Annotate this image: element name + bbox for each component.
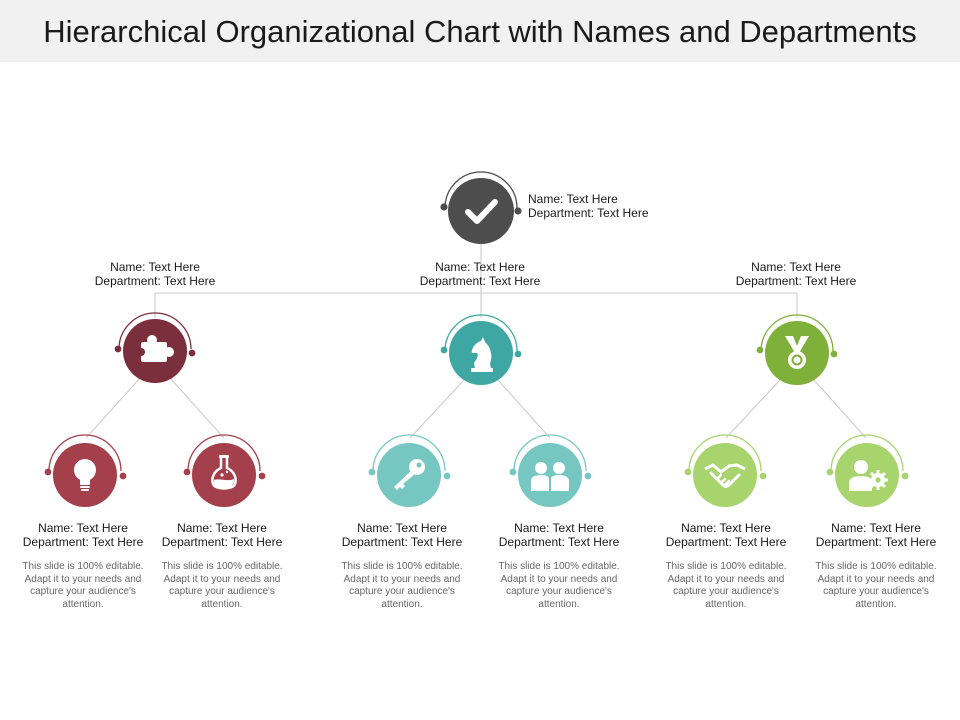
node-name: Name: Text Here [177,521,267,535]
level3-label-1 [13,521,153,549]
node-dept: Department: Text Here [161,535,283,549]
node-dept: Department: Text Here [419,274,541,288]
level3-label-6 [806,521,946,549]
level2-node-1 [115,311,195,391]
level3-node-4 [508,435,592,515]
level3-label-4 [489,521,629,549]
level3-desc-2: This slide is 100% editable. Adapt it to your needs and capture your audience's attention. [161,561,283,610]
node-name: Name: Text Here [38,521,128,535]
level3-label-2 [152,521,292,549]
node-name: Name: Text Here [751,260,841,274]
node-name: Name: Text Here [681,521,771,535]
node-dept: Department: Text Here [22,535,144,549]
top-node-name: Name: Text Here [528,192,618,206]
level3-label-3 [332,521,472,549]
node-name: Name: Text Here [435,260,525,274]
level3-node-5 [683,435,767,515]
level2-label-3 [726,260,866,288]
level3-desc-1: This slide is 100% editable. Adapt it to your needs and capture your audience's attention. [22,561,144,610]
top-node [441,171,521,251]
level2-label-1 [85,260,225,288]
node-name: Name: Text Here [357,521,447,535]
level3-node-1 [43,435,127,515]
level2-label-2 [410,260,550,288]
level3-desc-4: This slide is 100% editable. Adapt it to your needs and capture your audience's attention. [498,561,620,610]
node-name: Name: Text Here [514,521,604,535]
level3-desc-6: This slide is 100% editable. Adapt it to your needs and capture your audience's attention. [815,561,937,610]
level3-desc-3: This slide is 100% editable. Adapt it to your needs and capture your audience's attention. [341,561,463,610]
node-name: Name: Text Here [110,260,200,274]
level3-node-2 [182,435,266,515]
level3-node-3 [367,435,451,515]
top-node-label [528,192,649,220]
node-name: Name: Text Here [831,521,921,535]
node-dept: Department: Text Here [735,274,857,288]
level3-node-6 [825,435,909,515]
node-dept: Department: Text Here [815,535,937,549]
level3-label-5 [656,521,796,549]
level3-desc-5: This slide is 100% editable. Adapt it to your needs and capture your audience's attention. [665,561,787,610]
node-dept: Department: Text Here [665,535,787,549]
node-dept: Department: Text Here [498,535,620,549]
level2-node-3 [757,313,837,393]
node-dept: Department: Text Here [341,535,463,549]
node-dept: Department: Text Here [94,274,216,288]
top-node-dept: Department: Text Here [528,206,649,220]
level2-node-2 [441,313,521,393]
page-title: Hierarchical Organizational Chart with Names and Departments [43,14,917,49]
